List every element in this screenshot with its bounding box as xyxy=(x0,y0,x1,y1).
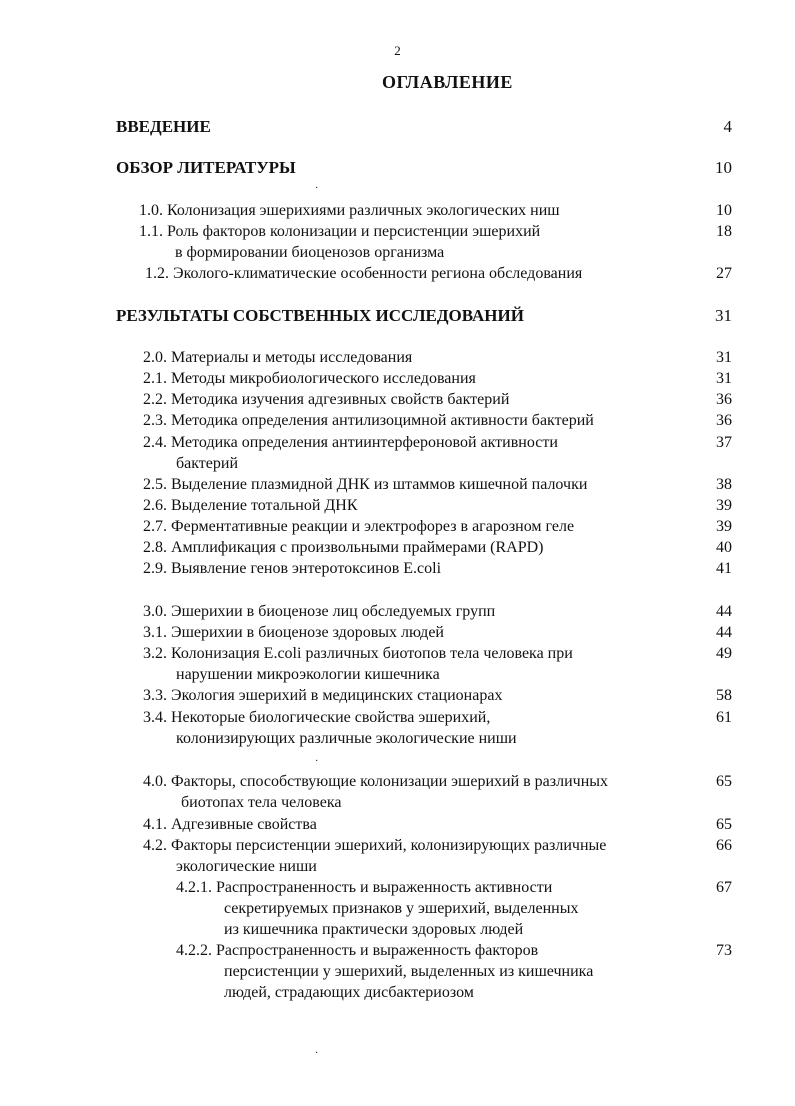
toc-entry xyxy=(0,221,795,243)
toc-entry xyxy=(0,771,795,793)
toc-entry-text: персистенции у эшерихий, выделенных из кишечника xyxy=(224,963,594,980)
toc-entry-continuation xyxy=(0,453,795,475)
toc-entry-page: 31 xyxy=(716,370,732,387)
toc-entry-page: 40 xyxy=(716,539,732,556)
toc-entry xyxy=(0,389,795,411)
toc-entry-continuation xyxy=(0,898,795,920)
toc-entry-text: 1.2. Эколого-климатические особенности региона обследования xyxy=(145,265,583,282)
toc-entry-page: 44 xyxy=(716,624,732,641)
toc-entry xyxy=(0,537,795,559)
toc-entry xyxy=(0,410,795,432)
toc-entry xyxy=(0,200,795,222)
toc-entry-continuation xyxy=(0,664,795,686)
toc-entry-continuation xyxy=(0,242,795,264)
toc-entry-page: 61 xyxy=(716,709,732,726)
toc-entry-literature-review xyxy=(0,157,795,179)
toc-entry-text: 4.2.1. Распространенность и выраженность активности xyxy=(176,879,553,896)
toc-entry xyxy=(0,368,795,390)
toc-entry xyxy=(0,432,795,454)
toc-entry xyxy=(0,877,795,899)
toc-entry-page: 44 xyxy=(716,603,732,620)
toc-entry xyxy=(0,601,795,623)
toc-entry-text: ОБЗОР ЛИТЕРАТУРЫ xyxy=(116,158,296,177)
toc-entry xyxy=(0,622,795,644)
page-number: 2 xyxy=(394,43,401,58)
toc-entry-text: 3.3. Экология эшерихий в медицинских стационарах xyxy=(143,687,503,704)
toc-entry-page: 39 xyxy=(716,497,732,514)
toc-entry-page: 38 xyxy=(716,476,732,493)
toc-entry-page: 58 xyxy=(716,687,732,704)
toc-entry-text: 3.4. Некоторые биологические свойства эшерихий, xyxy=(143,709,491,726)
page-title: ОГЛАВЛЕНИЕ xyxy=(382,72,513,92)
toc-entry-page: 31 xyxy=(715,306,732,325)
toc-entry-page: 31 xyxy=(716,349,732,366)
toc-entry-introduction xyxy=(0,116,795,138)
toc-entry xyxy=(0,347,795,369)
toc-entry-text: в формировании биоценозов организма xyxy=(175,244,445,261)
toc-entry-text: 1.1. Роль факторов колонизации и персистенции эшерихий xyxy=(139,223,541,240)
toc-entry-text: 4.2. Факторы персистенции эшерихий, колонизирующих различные xyxy=(143,837,607,854)
toc-entry-text: 2.1. Методы микробиологического исследования xyxy=(143,370,476,387)
toc-entry-page: 39 xyxy=(716,518,732,535)
toc-entry-continuation xyxy=(0,982,795,1004)
toc-entry-text: 2.4. Методика определения антиинтерфероновой активности xyxy=(143,434,558,451)
toc-entry-text: экологические ниши xyxy=(176,858,317,875)
toc-entry-own-research xyxy=(0,305,795,327)
speck-mark: · xyxy=(315,756,319,767)
toc-entry xyxy=(0,835,795,857)
toc-entry-page: 41 xyxy=(716,560,732,577)
toc-entry-text: нарушении микроэкологии кишечника xyxy=(176,666,440,683)
toc-entry xyxy=(0,814,795,836)
toc-entry-text: 2.9. Выявление генов энтеротоксинов E.coli xyxy=(143,560,442,577)
toc-entry-continuation xyxy=(0,961,795,983)
toc-entry-text: ВВЕДЕНИЕ xyxy=(116,117,211,136)
toc-entry-page: 36 xyxy=(716,391,732,408)
toc-entry xyxy=(0,707,795,729)
toc-entry-text: 2.3. Методика определения антилизоцимной активности бактерий xyxy=(143,412,594,429)
toc-entry-text: 3.0. Эшерихии в биоценозе лиц обследуемых групп xyxy=(143,603,496,620)
toc-entry-text: 2.8. Амплификация с произвольными праймерами (RAPD) xyxy=(143,539,544,556)
toc-entry xyxy=(0,263,795,285)
toc-entry-text: 2.5. Выделение плазмидной ДНК из штаммов кишечной палочки xyxy=(143,476,588,493)
toc-entry-continuation xyxy=(0,792,795,814)
toc-entry-page: 67 xyxy=(716,879,732,896)
toc-entry-page: 65 xyxy=(716,816,732,833)
toc-entry-page: 27 xyxy=(716,265,732,282)
toc-entry-text: бактерий xyxy=(176,455,239,472)
toc-entry-page: 66 xyxy=(716,837,732,854)
toc-entry-page: 10 xyxy=(716,202,732,219)
toc-entry-page: 73 xyxy=(716,942,732,959)
toc-entry-text: 2.0. Материалы и методы исследования xyxy=(143,349,413,366)
toc-entry-text: людей, страдающих дисбактериозом xyxy=(224,984,474,1001)
toc-entry-page: 18 xyxy=(716,223,732,240)
toc-entry-continuation xyxy=(0,856,795,878)
toc-entry xyxy=(0,685,795,707)
toc-entry-text: из кишечника практически здоровых людей xyxy=(224,921,524,938)
toc-entry-page: 37 xyxy=(716,434,732,451)
toc-entry-text: 4.0. Факторы, способствующие колонизации эшерихий в различных xyxy=(143,773,609,790)
toc-entry-text: колонизирующих различные экологические ниши xyxy=(176,730,517,747)
toc-entry xyxy=(0,558,795,580)
toc-entry-text: 2.6. Выделение тотальной ДНК xyxy=(143,497,358,514)
toc-entry-text: РЕЗУЛЬТАТЫ СОБСТВЕННЫХ ИССЛЕДОВАНИЙ xyxy=(116,306,524,325)
toc-entry xyxy=(0,643,795,665)
toc-entry xyxy=(0,516,795,538)
toc-entry xyxy=(0,474,795,496)
toc-entry-text: 3.2. Колонизация E.coli различных биотопов тела человека при xyxy=(143,645,573,662)
speck-mark: · xyxy=(315,1048,319,1059)
toc-entry-text: 2.7. Ферментативные реакции и электрофорез в агарозном геле xyxy=(143,518,575,535)
toc-entry xyxy=(0,940,795,962)
toc-entry-text: 4.2.2. Распространенность и выраженность факторов xyxy=(176,942,539,959)
toc-entry-page: 10 xyxy=(715,158,732,177)
toc-entry-text: 2.2. Методика изучения адгезивных свойств бактерий xyxy=(143,391,510,408)
toc-entry-page: 4 xyxy=(723,117,732,136)
toc-entry-page: 36 xyxy=(716,412,732,429)
toc-entry-text: биотопах тела человека xyxy=(181,794,342,811)
toc-entry-page: 65 xyxy=(716,773,732,790)
speck-mark: · xyxy=(315,183,319,194)
toc-entry-text: 3.1. Эшерихии в биоценозе здоровых людей xyxy=(143,624,444,641)
toc-entry-page: 49 xyxy=(716,645,732,662)
toc-entry-continuation xyxy=(0,728,795,750)
toc-entry-text: секретируемых признаков у эшерихий, выделенных xyxy=(224,900,579,917)
toc-entry-text: 1.0. Колонизация эшерихиями различных экологических ниш xyxy=(139,202,560,219)
toc-entry-text: 4.1. Адгезивные свойства xyxy=(143,816,317,833)
toc-entry-continuation xyxy=(0,919,795,941)
toc-entry xyxy=(0,495,795,517)
